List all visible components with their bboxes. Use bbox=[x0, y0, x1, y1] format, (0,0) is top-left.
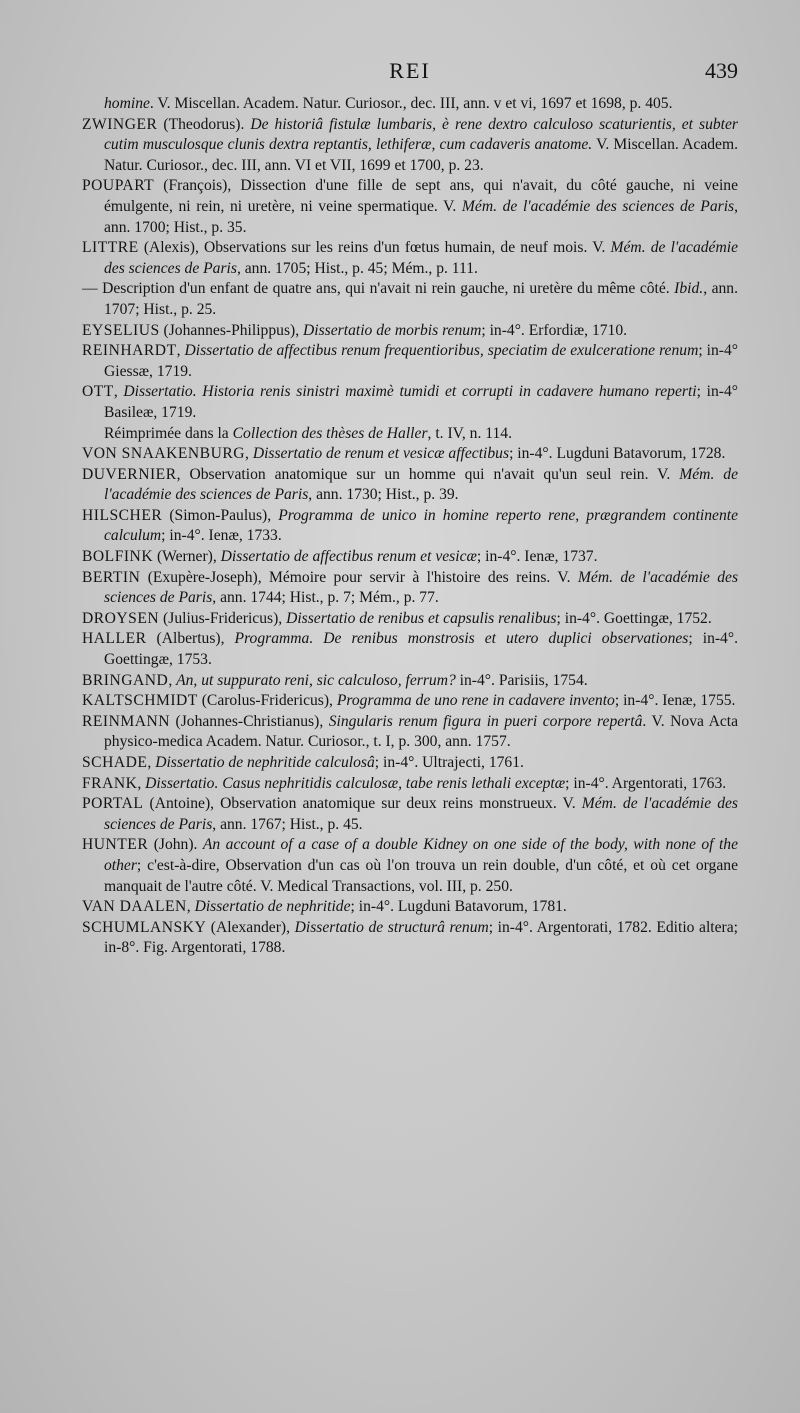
entry-title: Programma. De renibus monstrosis et utero duplici observationes bbox=[234, 630, 689, 648]
entry-text: ; in-4°. Lugduni Batavorum, 1728. bbox=[509, 445, 726, 463]
bibliography-entry bbox=[82, 341, 738, 382]
entry-text: (Alexis), Observations sur les reins d'un fœtus humain, de neuf mois. V. bbox=[138, 239, 611, 257]
bibliography-entry bbox=[82, 506, 738, 547]
bibliography-entry bbox=[82, 918, 738, 959]
entry-title: Dissertatio de structurâ renum bbox=[294, 918, 489, 936]
bibliography-entry bbox=[82, 794, 738, 835]
entry-title: Ibid. bbox=[674, 280, 704, 298]
bibliography-entry bbox=[82, 424, 738, 445]
entry-title: Dissertatio de morbis renum bbox=[303, 321, 482, 339]
entry-author: POUPART bbox=[82, 177, 155, 195]
bibliography-entry bbox=[82, 115, 738, 177]
running-head: REI bbox=[389, 58, 431, 83]
bibliography-entry bbox=[82, 382, 738, 423]
bibliography-entry bbox=[82, 321, 738, 342]
entry-title: An, ut suppurato reni, sic calculoso, ferrum? bbox=[176, 671, 456, 689]
entry-text: (John). bbox=[148, 836, 203, 854]
entry-title: homine bbox=[104, 95, 150, 112]
entry-author: FRANK bbox=[82, 774, 138, 792]
entry-text: (Exupère-Joseph), Mémoire pour servir à l'histoire des reins. V. bbox=[140, 568, 578, 586]
entry-text: ; in-4° Giessæ, 1719. bbox=[104, 342, 739, 380]
bibliography-entry bbox=[82, 238, 738, 279]
bibliography-entry bbox=[82, 691, 738, 712]
entry-title: Programma de unico in homine reperto rene, prægrandem continente calculum bbox=[104, 506, 739, 545]
entry-text: (Antoine), Observation anatomique sur deux reins monstrueux. V. bbox=[143, 795, 582, 813]
entry-text: (Werner), bbox=[153, 548, 221, 566]
bibliography-entry bbox=[82, 609, 738, 630]
entry-text: ; c'est-à-dire, Observation d'un cas où l'on trouva un rein double, d'un côté, et où cet organe manquait de l'autre côté. V. Medical Transactions, vol. III, p. 250. bbox=[104, 856, 738, 895]
bibliography-entry bbox=[82, 835, 738, 897]
entry-author: BERTIN bbox=[82, 568, 141, 586]
entry-title: Singularis renum figura in pueri corpore repertâ bbox=[328, 712, 643, 730]
entry-title: Dissertatio de nephritide calculosâ bbox=[155, 754, 375, 771]
entry-title: Collection des thèses de Haller bbox=[232, 424, 428, 442]
entry-text: ; in-4°. Goettingæ, 1753. bbox=[104, 630, 738, 669]
bibliography-entry bbox=[82, 94, 738, 115]
bibliography-entry bbox=[82, 712, 738, 753]
bibliography-list bbox=[82, 94, 738, 959]
entry-author: DROYSEN bbox=[82, 609, 160, 627]
entry-author: DUVERNIER bbox=[82, 465, 177, 483]
entry-text: , Observation anatomique sur un homme qui n'avait qu'un seul rein. V. bbox=[176, 465, 680, 483]
entry-author: KALTSCHMIDT bbox=[82, 692, 198, 710]
entry-title: Dissertatio de affectibus renum frequentioribus, speciatim de exulceratione renum bbox=[184, 342, 699, 360]
entry-text: ; in-4°. Ultrajecti, 1761. bbox=[374, 754, 524, 771]
entry-author: VAN DAALEN bbox=[82, 898, 187, 916]
entry-author: SCHADE bbox=[82, 754, 148, 771]
entry-text: ; in-4°. Ienæ, 1733. bbox=[161, 527, 282, 545]
entry-text: , bbox=[176, 342, 185, 360]
entry-text: ; in-4°. Argentorati, 1782. Editio altera; in-8°. Fig. Argentorati, 1788. bbox=[104, 918, 738, 957]
bibliography-entry bbox=[82, 279, 738, 320]
entry-text: — Description d'un enfant de quatre ans, qui n'avait ni rein gauche, ni uretère du même côté. bbox=[82, 280, 675, 298]
entry-author: REINHARDT bbox=[82, 342, 177, 360]
entry-text: ; in-4°. Goettingæ, 1752. bbox=[556, 609, 712, 627]
entry-text: , bbox=[147, 754, 156, 771]
entry-text: (Theodorus). bbox=[157, 115, 251, 133]
entry-author: HALLER bbox=[82, 630, 147, 648]
bibliography-entry bbox=[82, 671, 738, 692]
entry-text: , ann. 1767; Hist., p. 45. bbox=[212, 815, 363, 833]
entry-title: Dissertatio de renibus et capsulis renalibus bbox=[286, 609, 557, 627]
page-number: 439 bbox=[705, 58, 738, 83]
entry-text: (Simon-Paulus), bbox=[162, 506, 279, 524]
entry-text: , bbox=[113, 383, 124, 401]
entry-text: , bbox=[245, 445, 253, 463]
entry-text: , ann. 1730; Hist., p. 39. bbox=[308, 486, 459, 504]
bibliography-entry bbox=[82, 444, 738, 465]
entry-text: ; in-4°. Ienæ, 1755. bbox=[614, 692, 736, 710]
entry-author: REINMANN bbox=[82, 712, 171, 730]
bibliography-entry bbox=[82, 465, 738, 506]
entry-text: , ann. 1744; Hist., p. 7; Mém., p. 77. bbox=[212, 589, 439, 607]
entry-text: (François), Dissection d'une fille de sept ans, qui n'avait, du côté gauche, ni veine émulgente, ni rein, ni uretère, ni veine spermatique. V. bbox=[104, 177, 738, 215]
entry-text: (Johannes-Philippus), bbox=[159, 321, 304, 339]
entry-text: ; in-4°. Lugduni Batavorum, 1781. bbox=[350, 898, 567, 916]
entry-title: Mém. de l'académie des sciences de Paris bbox=[461, 197, 735, 215]
entry-author: SCHUMLANSKY bbox=[82, 918, 207, 936]
entry-text: (Carolus-Fridericus), bbox=[197, 692, 337, 710]
entry-text: , t. IV, n. 114. bbox=[427, 424, 512, 442]
entry-author: HILSCHER bbox=[82, 506, 163, 524]
entry-title: Mém. de l'académie des sciences de Paris bbox=[104, 239, 738, 277]
entry-title: Dissertatio de affectibus renum et vesicæ bbox=[220, 548, 477, 566]
entry-author: LITTRE bbox=[82, 239, 139, 257]
entry-text: , ann. 1700; Hist., p. 35. bbox=[104, 197, 738, 236]
entry-text: , ann. 1705; Hist., p. 45; Mém., p. 111. bbox=[236, 259, 478, 277]
entry-author: VON SNAAKENBURG bbox=[82, 445, 246, 463]
entry-title: De historiâ fistulæ lumbaris, è rene dextro calculoso scaturientis, et subter cutim musculosque clunis dextra reptantis, lethiferæ, cum cadaveris anatome. bbox=[104, 115, 738, 154]
bibliography-entry bbox=[82, 897, 738, 918]
entry-title: Programma de uno rene in cadavere invento bbox=[336, 692, 615, 710]
entry-author: EYSELIUS bbox=[82, 321, 160, 339]
entry-author: BRINGAND bbox=[82, 671, 169, 689]
entry-text: , bbox=[186, 898, 195, 916]
entry-author: ZWINGER bbox=[82, 115, 158, 133]
entry-text: . V. Nova Acta physico-medica Academ. Natur. Curiosor., t. I, p. 300, ann. 1757. bbox=[104, 712, 739, 751]
entry-text: ; in-4° Basileæ, 1719. bbox=[104, 383, 738, 421]
entry-text: ; in-4°. Ienæ, 1737. bbox=[476, 548, 598, 566]
entry-title: Dissertatio de renum et vesicæ affectibus bbox=[252, 445, 510, 463]
entry-author: PORTAL bbox=[82, 795, 144, 813]
entry-title: Mém. de l'académie des sciences de Paris bbox=[104, 465, 739, 504]
entry-text: , ann. 1707; Hist., p. 25. bbox=[104, 280, 738, 318]
entry-text: , bbox=[168, 671, 177, 689]
entry-text: Réimprimée dans la bbox=[104, 424, 233, 442]
entry-title: An account of a case of a double Kidney on one side of the body, with none of the other bbox=[104, 836, 739, 874]
entry-title: Dissertatio. Casus nephritidis calculosæ, tabe renis lethali exceptæ bbox=[145, 774, 566, 792]
entry-text: . V. Miscellan. Academ. Natur. Curiosor., dec. III, ann. v et vi, 1697 et 1698, p. 405. bbox=[149, 95, 673, 112]
entry-text: , bbox=[137, 774, 146, 792]
entry-text: (Alexander), bbox=[206, 918, 295, 936]
bibliography-entry bbox=[82, 629, 738, 670]
entry-author: HUNTER bbox=[82, 836, 149, 854]
entry-author: OTT bbox=[82, 383, 114, 401]
entry-title: Dissertatio de nephritide bbox=[194, 898, 351, 916]
bibliography-entry bbox=[82, 774, 738, 795]
entry-text: ; in-4°. Argentorati, 1763. bbox=[565, 774, 727, 792]
entry-title: Mém. de l'académie des sciences de Paris bbox=[104, 795, 738, 833]
entry-author: BOLFINK bbox=[82, 548, 154, 566]
entry-text: (Julius-Fridericus), bbox=[159, 609, 287, 627]
entry-title: Mém. de l'académie des sciences de Paris bbox=[104, 568, 739, 607]
bibliography-entry bbox=[82, 568, 738, 609]
entry-title: Dissertatio. Historia renis sinistri maximè tumidi et corrupti in cadavere humano reperti bbox=[123, 383, 697, 401]
entry-text: V. Miscellan. Academ. Natur. Curiosor., dec. III, ann. VI et VII, 1699 et 1700, p. 23. bbox=[104, 136, 738, 174]
entry-text: ; in-4°. Erfordiæ, 1710. bbox=[481, 321, 628, 339]
entry-text: (Johannes-Christianus), bbox=[170, 712, 329, 730]
bibliography-entry bbox=[82, 753, 738, 774]
entry-text: (Albertus), bbox=[146, 630, 235, 648]
bibliography-entry bbox=[82, 176, 738, 238]
bibliography-entry bbox=[82, 547, 738, 568]
page-header bbox=[82, 58, 738, 94]
entry-text: in-4°. Parisiis, 1754. bbox=[455, 671, 588, 689]
